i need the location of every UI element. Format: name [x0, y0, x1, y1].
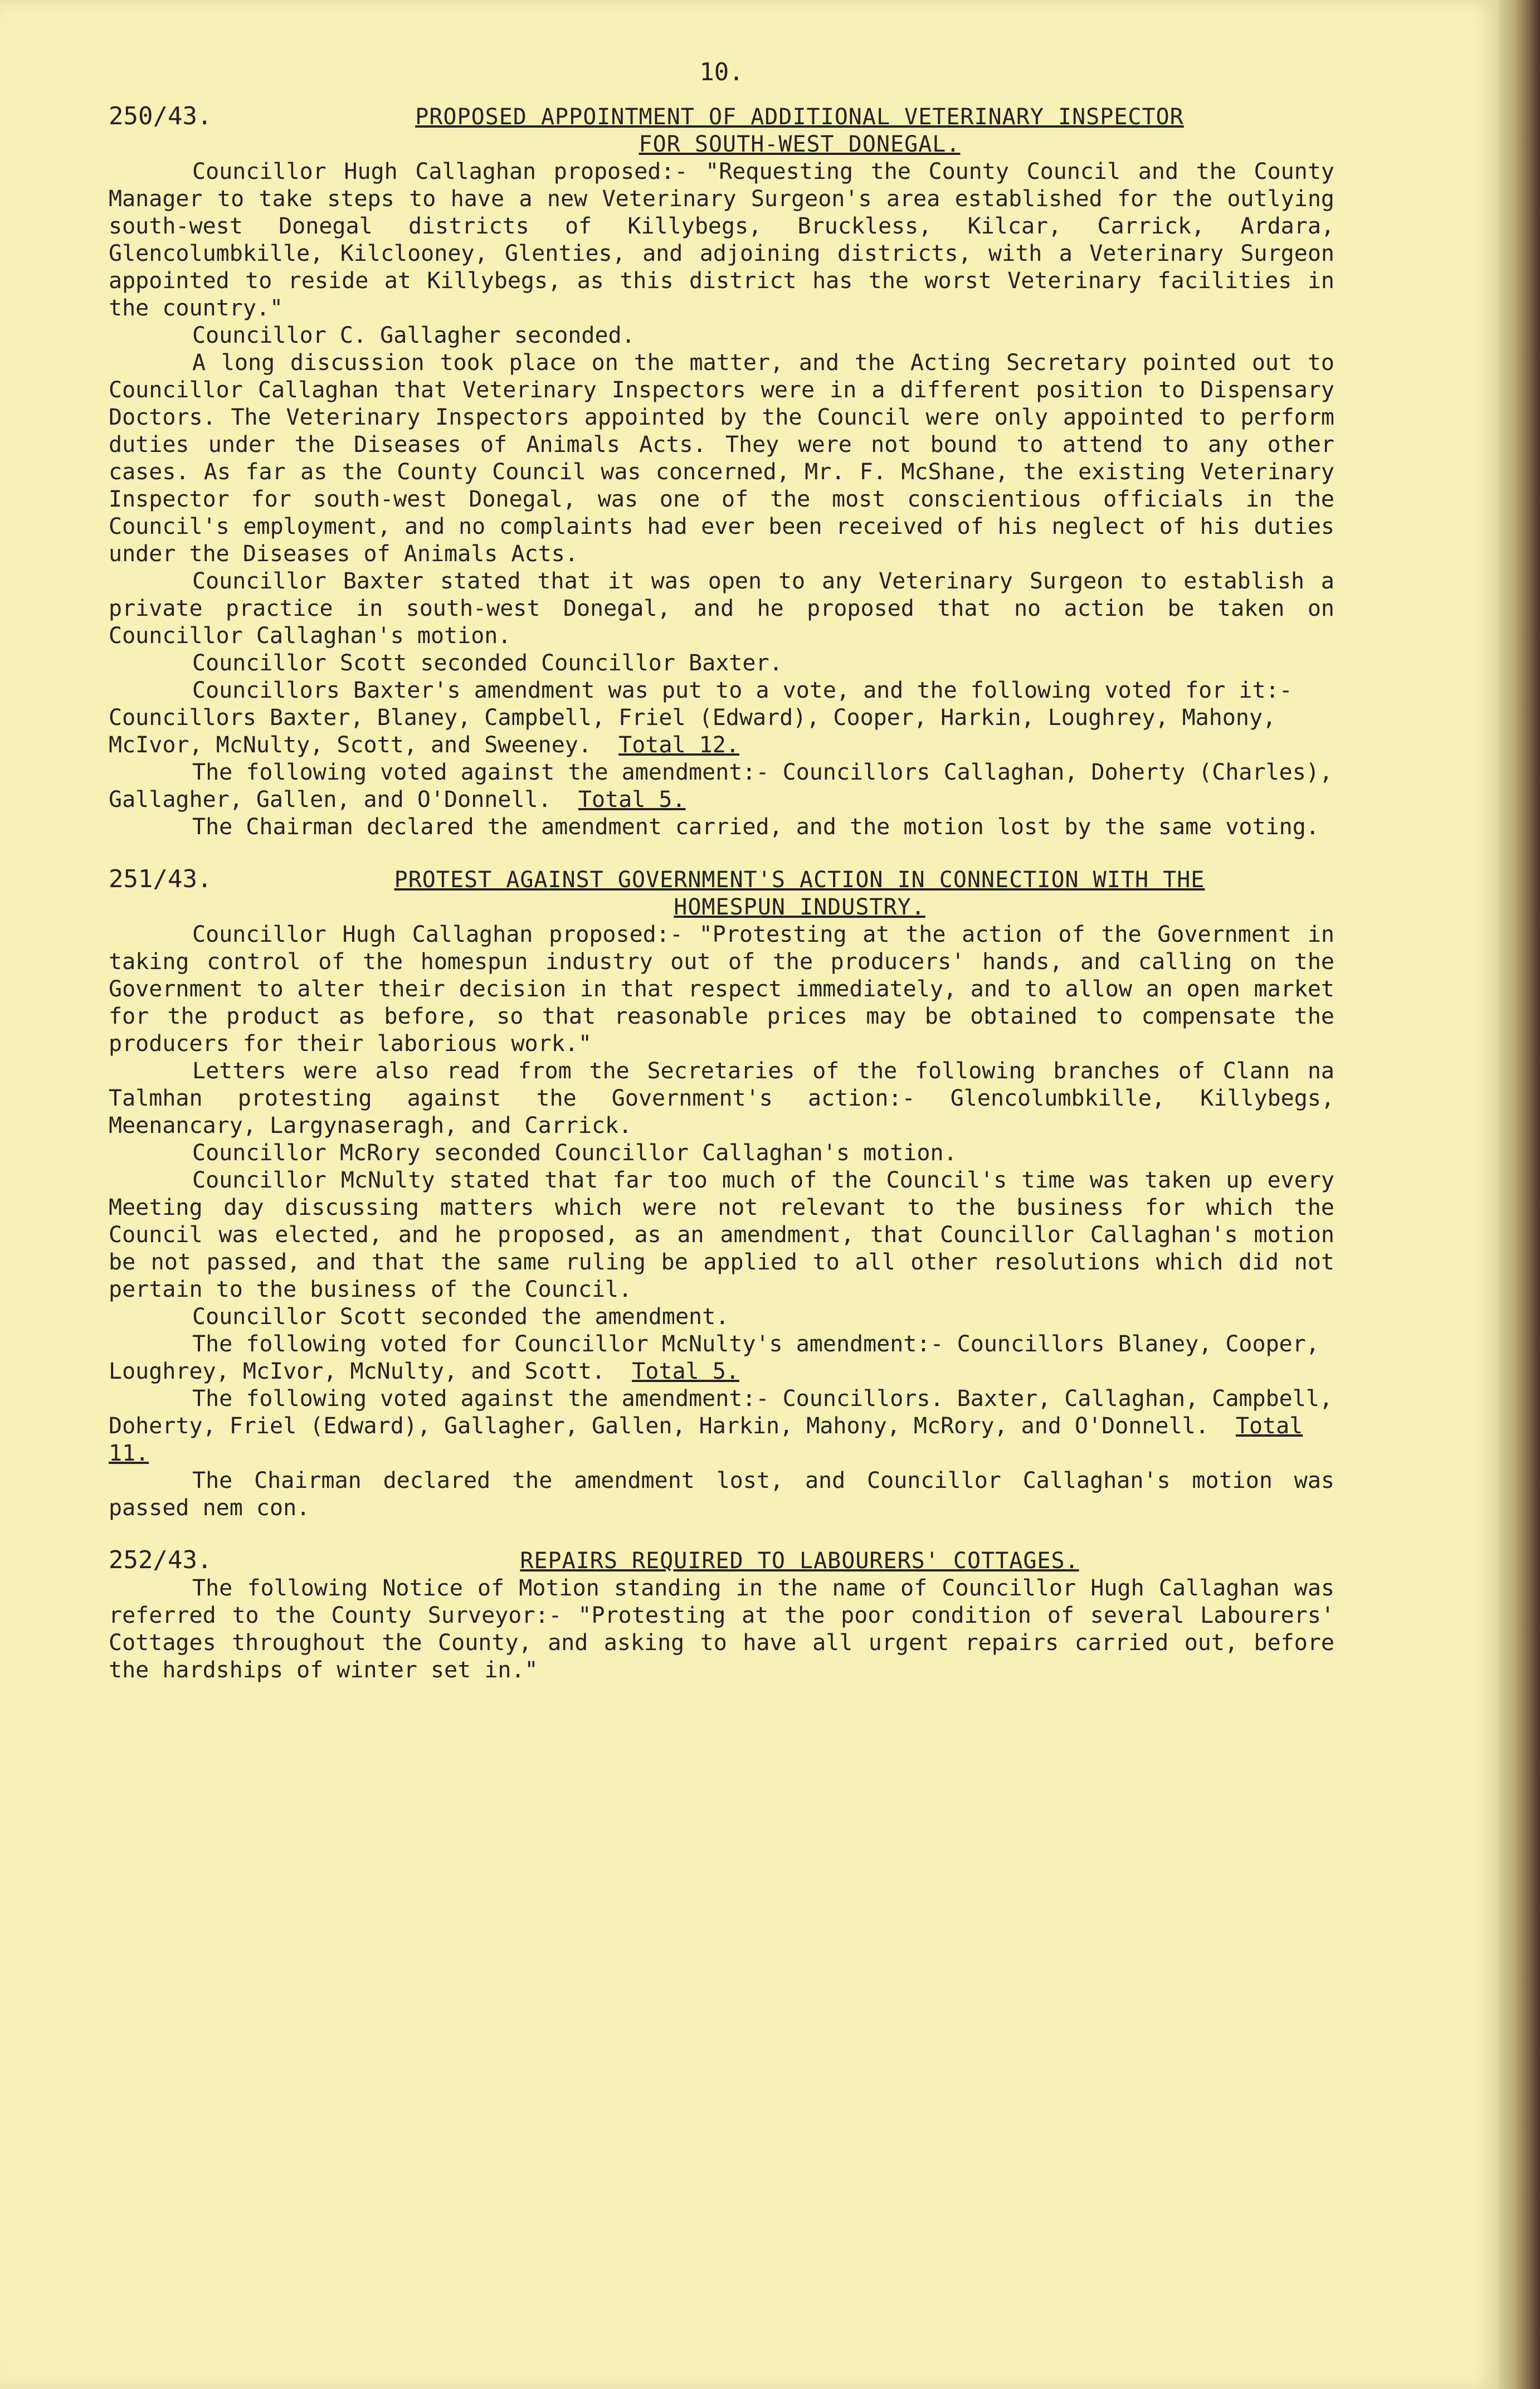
paragraph: Councillor Scott seconded the amendment. [192, 1304, 729, 1330]
paragraph: Councillor C. Gallagher seconded. [192, 323, 635, 348]
paragraph: Councillor Scott seconded Councillor Baxter. [192, 650, 783, 676]
vote-total: Total 12. [618, 732, 739, 758]
document-content [109, 59, 1334, 1709]
entry-title: REPAIRS REQUIRED TO LABOURERS' COTTAGES. [520, 1548, 1079, 1574]
paragraph: The Chairman declared the amendment carried, and the motion lost by the same voting. [192, 814, 1319, 840]
minute-number: 251/43. [109, 865, 212, 893]
paragraph: Councillor McRory seconded Councillor Callaghan's motion. [192, 1140, 957, 1166]
vote-paragraph: Councillors Baxter's amendment was put to a vote, and the following voted for it:- Councillors Baxter, Blaney, Campbell, Friel (Edward), Cooper, Harkin, Loughrey, Mahony, McIvor, McNulty, Scott, and Sweeney. Total 12. [109, 678, 1293, 758]
minute-number: 250/43. [109, 102, 212, 130]
vote-paragraph: The following voted for Councillor McNulty's amendment:- Councillors Blaney, Cooper, Loughrey, McIvor, McNulty, and Scott. Total 5. [109, 1331, 1319, 1384]
entry-header [109, 103, 1334, 158]
vote-total: Total 5. [632, 1359, 739, 1384]
paragraph: Councillor McNulty stated that far too much of the Council's time was taken up every Meeting day discussing matters which were not relevant to the business for which the Council was elected, and he proposed, as an amendment, that Councillor Callaghan's motion be not passed, and that the same ruling be applied to all other resolutions which did not pertain to the business of the Council. [109, 1167, 1334, 1302]
page-number: 10. [699, 58, 744, 86]
paragraph: Councillor Hugh Callaghan proposed:- "Protesting at the action of the Government in taking control of the homespun industry out of the producers' hands, and calling on the Government to alter their decision in that respect immediately, and to allow an open market for the product as before, so that reasonable prices may be obtained to compensate the producers for their laborious work." [109, 922, 1334, 1057]
minute-entry-250 [109, 103, 1334, 841]
vote-total: Total 11. [109, 1413, 1303, 1466]
paragraph: The Chairman declared the amendment lost, and Councillor Callaghan's motion was passed nem con. [109, 1468, 1334, 1521]
paragraph: Councillor Hugh Callaghan proposed:- "Requesting the County Council and the County Manager to take steps to have a new Veterinary Surgeon's area established for the outlying south-west Donegal districts of Killybegs, Bruckless, Kilcar, Carrick, Ardara, Glencolumbkille, Kilclooney, Glenties, and adjoining districts, with a Veterinary Surgeon appointed to reside at Killybegs, as this district has the worst Veterinary facilities in the country." [109, 159, 1334, 321]
minute-entry-252 [109, 1546, 1334, 1684]
vote-total: Total 5. [578, 787, 686, 812]
vote-paragraph: The following voted against the amendment:- Councillors. Baxter, Callaghan, Campbell, Doherty, Friel (Edward), Gallagher, Gallen, Harkin, Mahony, McRory, and O'Donnell. Total 11. [109, 1386, 1333, 1466]
paragraph: Councillor Baxter stated that it was open to any Veterinary Surgeon to establish a private practice in south-west Donegal, and he proposed that no action be taken on Councillor Callaghan's motion. [109, 568, 1334, 649]
paragraph: Letters were also read from the Secretaries of the following branches of Clann na Talmhan protesting against the Government's action:- Glencolumbkille, Killybegs, Meenancary, Largynaseragh, and Carrick. [109, 1058, 1334, 1138]
minute-number: 252/43. [109, 1546, 212, 1574]
page-edge [1499, 0, 1540, 2389]
paragraph: The following Notice of Motion standing in the name of Councillor Hugh Callaghan was referred to the County Surveyor:- "Protesting at the poor condition of several Labourers' Cottages throughout the County, and asking to have all urgent repairs carried out, before the hardships of winter set in." [109, 1575, 1334, 1683]
entry-header [109, 865, 1334, 921]
minute-entry-251 [109, 865, 1334, 1522]
entry-title: PROPOSED APPOINTMENT OF ADDITIONAL VETERINARY INSPECTOR FOR SOUTH-WEST DONEGAL. [415, 104, 1184, 157]
paragraph: A long discussion took place on the matter, and the Acting Secretary pointed out to Councillor Callaghan that Veterinary Inspectors were in a different position to Dispensary Doctors. The Veterinary Inspectors appointed by the Council were only appointed to perform duties under the Diseases of Animals Acts. They were not bound to attend to any other cases. As far as the County Council was concerned, Mr. F. McShane, the existing Veterinary Inspector for south-west Donegal, was one of the most conscientious officials in the Council's employment, and no complaints had ever been received of his neglect of his duties under the Diseases of Animals Acts. [109, 350, 1334, 567]
entry-header [109, 1546, 1334, 1575]
vote-paragraph: The following voted against the amendment:- Councillors Callaghan, Doherty (Charles), Gallagher, Gallen, and O'Donnell. Total 5. [109, 760, 1333, 812]
entry-title: PROTEST AGAINST GOVERNMENT'S ACTION IN CONNECTION WITH THE HOMESPUN INDUSTRY. [394, 867, 1205, 920]
